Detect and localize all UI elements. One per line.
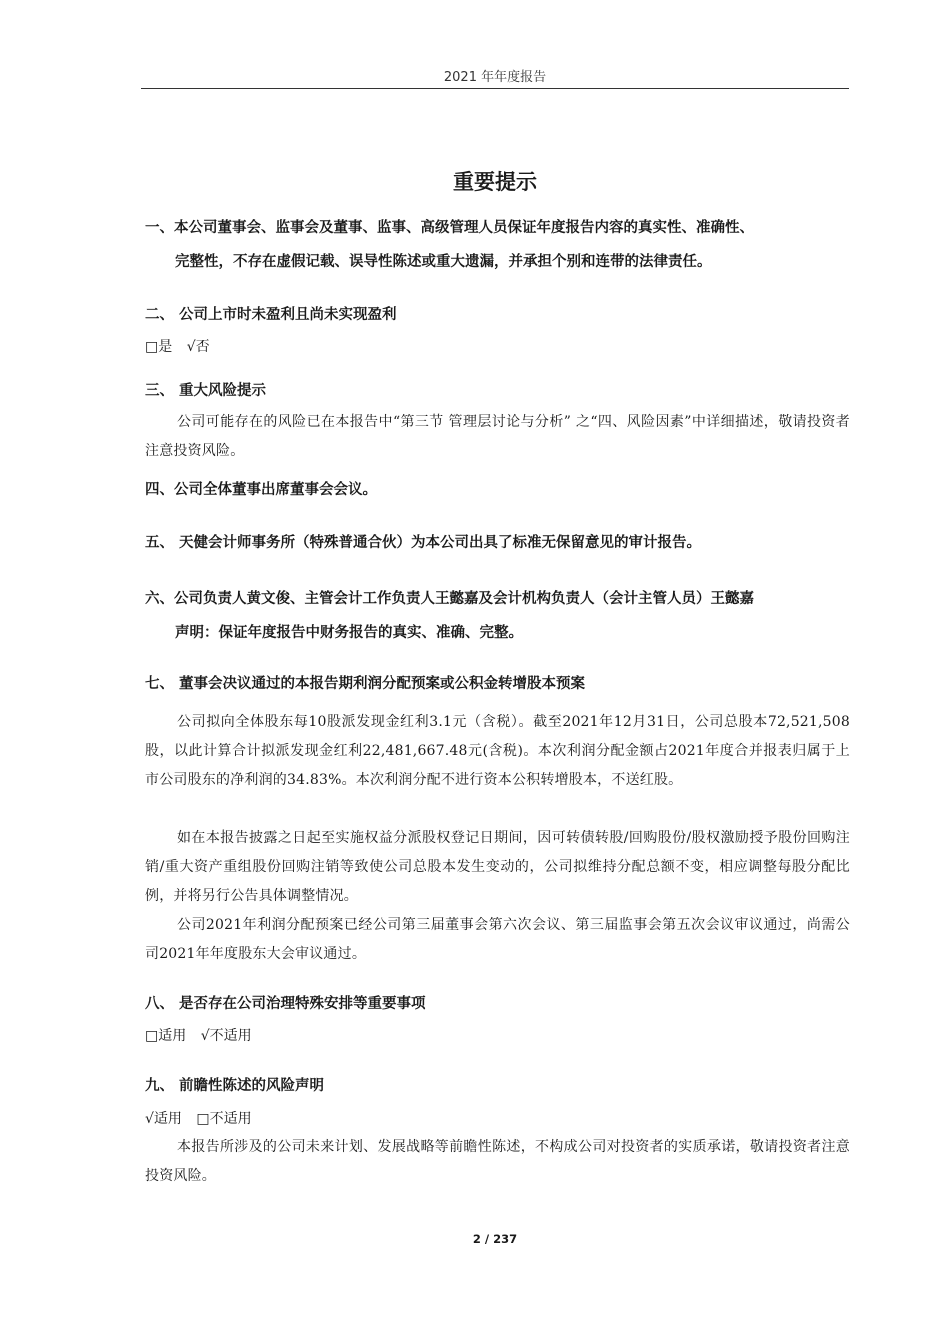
section-9-paragraph: 本报告所涉及的公司未来计划、发展战略等前瞻性陈述，不构成公司对投资者的实质承诺，敬请投资者注意投资风险。: [145, 1139, 850, 1184]
section-1-line-2: 完整性，不存在虚假记载、误导性陈述或重大遗漏，并承担个别和连带的法律责任。: [175, 254, 712, 270]
option-not-applicable: √不适用: [200, 1028, 252, 1044]
section-8-heading: 八、 是否存在公司治理特殊安排等重要事项: [145, 996, 426, 1012]
section-6-line-2: 声明：保证年度报告中财务报告的真实、准确、完整。: [175, 625, 523, 641]
option-not-applicable: □不适用: [196, 1111, 252, 1127]
section-3-paragraph: 公司可能存在的风险已在本报告中“第三节 管理层讨论与分析” 之“四、风险因素”中详细描述，敬请投资者注意投资风险。: [145, 414, 850, 459]
page-header: 2021 年年度报告: [443, 70, 547, 85]
section-6: [145, 582, 850, 650]
header-divider: [141, 88, 849, 89]
option-yes: □是: [145, 339, 173, 355]
section-9-heading: 九、 前瞻性陈述的风险声明: [145, 1078, 325, 1094]
option-no: √否: [186, 339, 210, 355]
option-applicable: √适用: [145, 1111, 182, 1127]
section-1-line-1: 一、本公司董事会、监事会及董事、监事、高级管理人员保证年度报告内容的真实性、准确性、: [145, 220, 754, 236]
section-5-heading: 五、 天健会计师事务所（特殊普通合伙）为本公司出具了标准无保留意见的审计报告。: [145, 535, 702, 551]
section-7-paragraph-3: 公司2021年利润分配预案已经公司第三届董事会第六次会议、第三届监事会第五次会议审议通过，尚需公司2021年年度股东大会审议通过。: [145, 917, 850, 962]
section-3-heading: 三、 重大风险提示: [145, 383, 267, 399]
section-7-paragraph-2: 如在本报告披露之日起至实施权益分派股权登记日期间，因可转债转股/回购股份/股权激励授予股份回购注销/重大资产重组股份回购注销等致使公司总股本发生变动的，公司拟维持分配总额不变，相应调整每股分配比例，并将另行公告具体调整情况。: [145, 830, 850, 904]
section-7-paragraph-1: 公司拟向全体股东每10股派发现金红利3.1元（含税）。截至2021年12月31日，公司总股本72,521,508股，以此计算合计拟派发现金红利22,481,667.48元(含税)。本次利润分配金额占2021年度合并报表归属于上市公司股东的净利润的34.83%。本次利润分配不进行资本公积转增股本，不送红股。: [145, 714, 850, 788]
section-8-options: [145, 1024, 850, 1048]
section-7-heading: 七、 董事会决议通过的本报告期利润分配预案或公积金转增股本预案: [145, 676, 586, 692]
page-title: 重要提示: [453, 170, 537, 194]
section-4-heading: 四、公司全体董事出席董事会会议。: [145, 482, 377, 498]
section-2-heading: 二、 公司上市时未盈利且尚未实现盈利: [145, 307, 397, 323]
section-1: [145, 211, 850, 279]
section-9-options: [145, 1107, 850, 1131]
page-number: 2 / 237: [472, 1232, 518, 1246]
option-applicable: □适用: [145, 1028, 187, 1044]
section-2-options: [145, 335, 850, 359]
section-6-line-1: 六、公司负责人黄文俊、主管会计工作负责人王懿嘉及会计机构负责人（会计主管人员）王懿嘉: [145, 591, 754, 607]
